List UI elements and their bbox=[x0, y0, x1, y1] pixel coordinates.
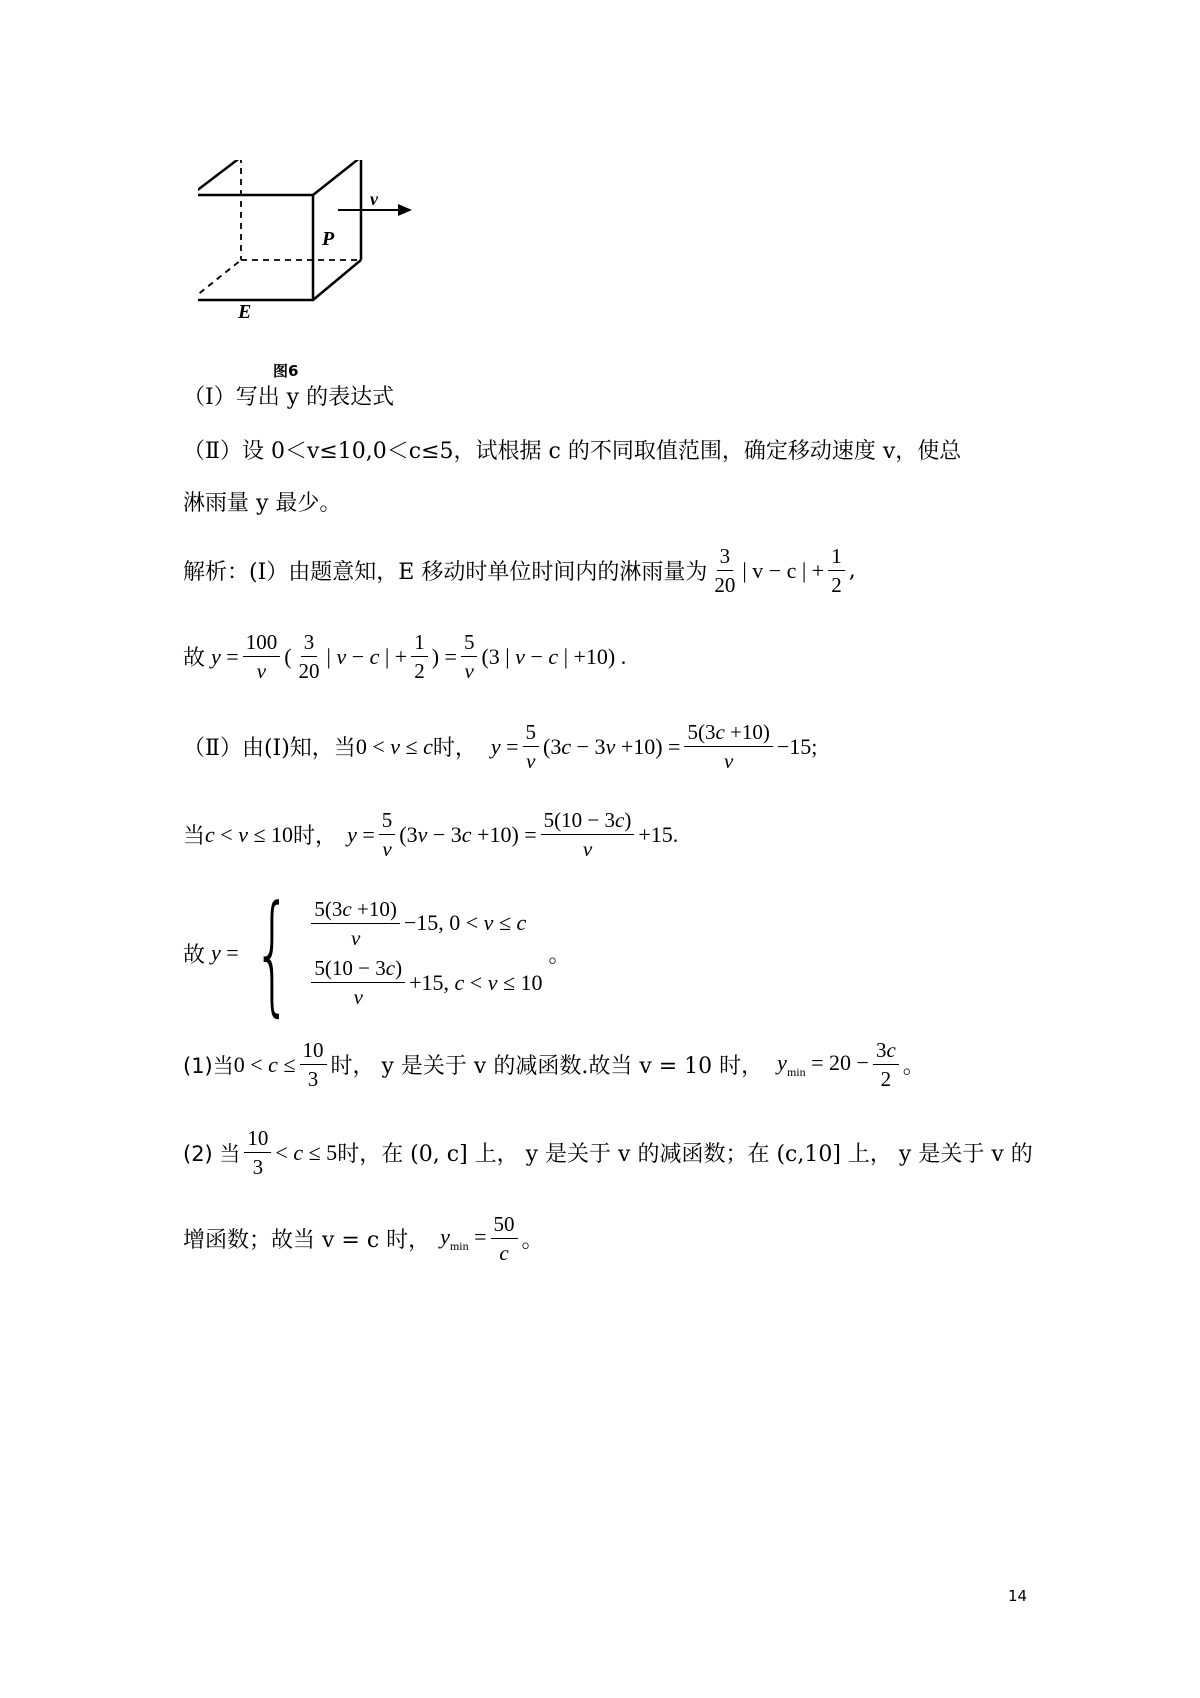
velocity-arrowhead bbox=[398, 204, 412, 216]
text: 故 bbox=[183, 942, 206, 968]
fraction: $\frac{1}{2}$ bbox=[828, 544, 845, 597]
fraction: $\frac{3}{20}$ bbox=[714, 544, 736, 598]
page-number: 14 bbox=[1008, 1587, 1028, 1605]
label-v: v bbox=[370, 189, 378, 209]
text: 增函数；故当 v = c 时， bbox=[183, 1228, 431, 1254]
piecewise-function: 故 y = { $\frac{5(3c +10)}{v}$ −15, 0 < v ≤ c $\frac{5(10 - 3c)}{v}$ +15, c < v ≤ 10 。 bbox=[183, 877, 571, 1029]
case-1: (1)当 0 < c ≤ $\frac{10}{3}$ 时， y 是关于 v 的减函数.故当 v = 10 时， $y_{min} = 20$ − $\frac{3c}{2}$ 。 bbox=[183, 1038, 925, 1092]
text: 时，在 (0, c] 上， y 是关于 v 的减函数；在 (c,10] 上， y 是关于 v 的 bbox=[337, 1142, 1033, 1168]
question-1: （Ⅰ）写出 y 的表达式 bbox=[183, 385, 395, 410]
case-2: (2) 当 $\frac{10}{3}$ < c ≤ 5 时，在 (0, c] 上， y 是关于 v 的减函数；在 (c,10] 上， y 是关于 v 的 bbox=[183, 1126, 1033, 1180]
label-e: E bbox=[238, 301, 252, 323]
analysis-line-4: 当 c < v ≤ 10 时， y = $\frac{5}{v}$ (3v − 3c +10) = $\frac{5(10 - 3c)}{v}$ +15. bbox=[183, 808, 679, 862]
cube-edge bbox=[198, 160, 241, 195]
text: 时， y 是关于 v 的减函数.故当 v = 10 时， bbox=[330, 1054, 764, 1080]
question-2-line2: 淋雨量 y 最少。 bbox=[183, 491, 342, 516]
case-2-cont: 增函数；故当 v = c 时， $y_{min}$ = $\frac{50}{c}$ 。 bbox=[183, 1212, 544, 1266]
analysis-line-2: 故 y = $\frac{100}{v}$ ( $\frac{3}{20}$ | v − c | + $\frac{1}{2}$ ) = $\frac{5}{v}$ (3 | v − c | +10) . bbox=[183, 630, 627, 684]
cube-front-face bbox=[198, 195, 313, 300]
label-p: P bbox=[322, 228, 335, 250]
text: (2) 当 bbox=[183, 1141, 241, 1166]
math-expr: | v − c | + bbox=[742, 557, 825, 583]
cube-edge bbox=[313, 260, 361, 300]
text: （Ⅱ）由(Ⅰ)知，当 bbox=[183, 736, 356, 762]
text: (1)当 bbox=[183, 1053, 234, 1078]
question-2-line1: （Ⅱ）设 0＜v≤10,0＜c≤5，试根据 c 的不同取值范围，确定移动速度 v，使总 bbox=[183, 439, 962, 464]
analysis-line-3: （Ⅱ）由(Ⅰ)知，当 0 < v ≤ c 时， y = $\frac{5}{v}$ (3c − 3v +10) = $\frac{5(3c +10)}{v}$ −15; bbox=[183, 720, 818, 774]
analysis-intro: 解析：(Ⅰ）由题意知，E 移动时单位时间内的淋雨量为 bbox=[183, 560, 708, 586]
cube-edge bbox=[313, 160, 361, 195]
text: 当 bbox=[183, 824, 206, 850]
analysis-line-1: 解析：(Ⅰ）由题意知，E 移动时单位时间内的淋雨量为 $\frac{3}{20}$ | v − c | + $\frac{1}{2}$ , bbox=[183, 544, 856, 598]
figure-caption: 图6 bbox=[273, 362, 299, 380]
cube-figure bbox=[198, 160, 468, 380]
text: 故 bbox=[183, 646, 206, 672]
cube-hidden-edge bbox=[198, 260, 241, 300]
